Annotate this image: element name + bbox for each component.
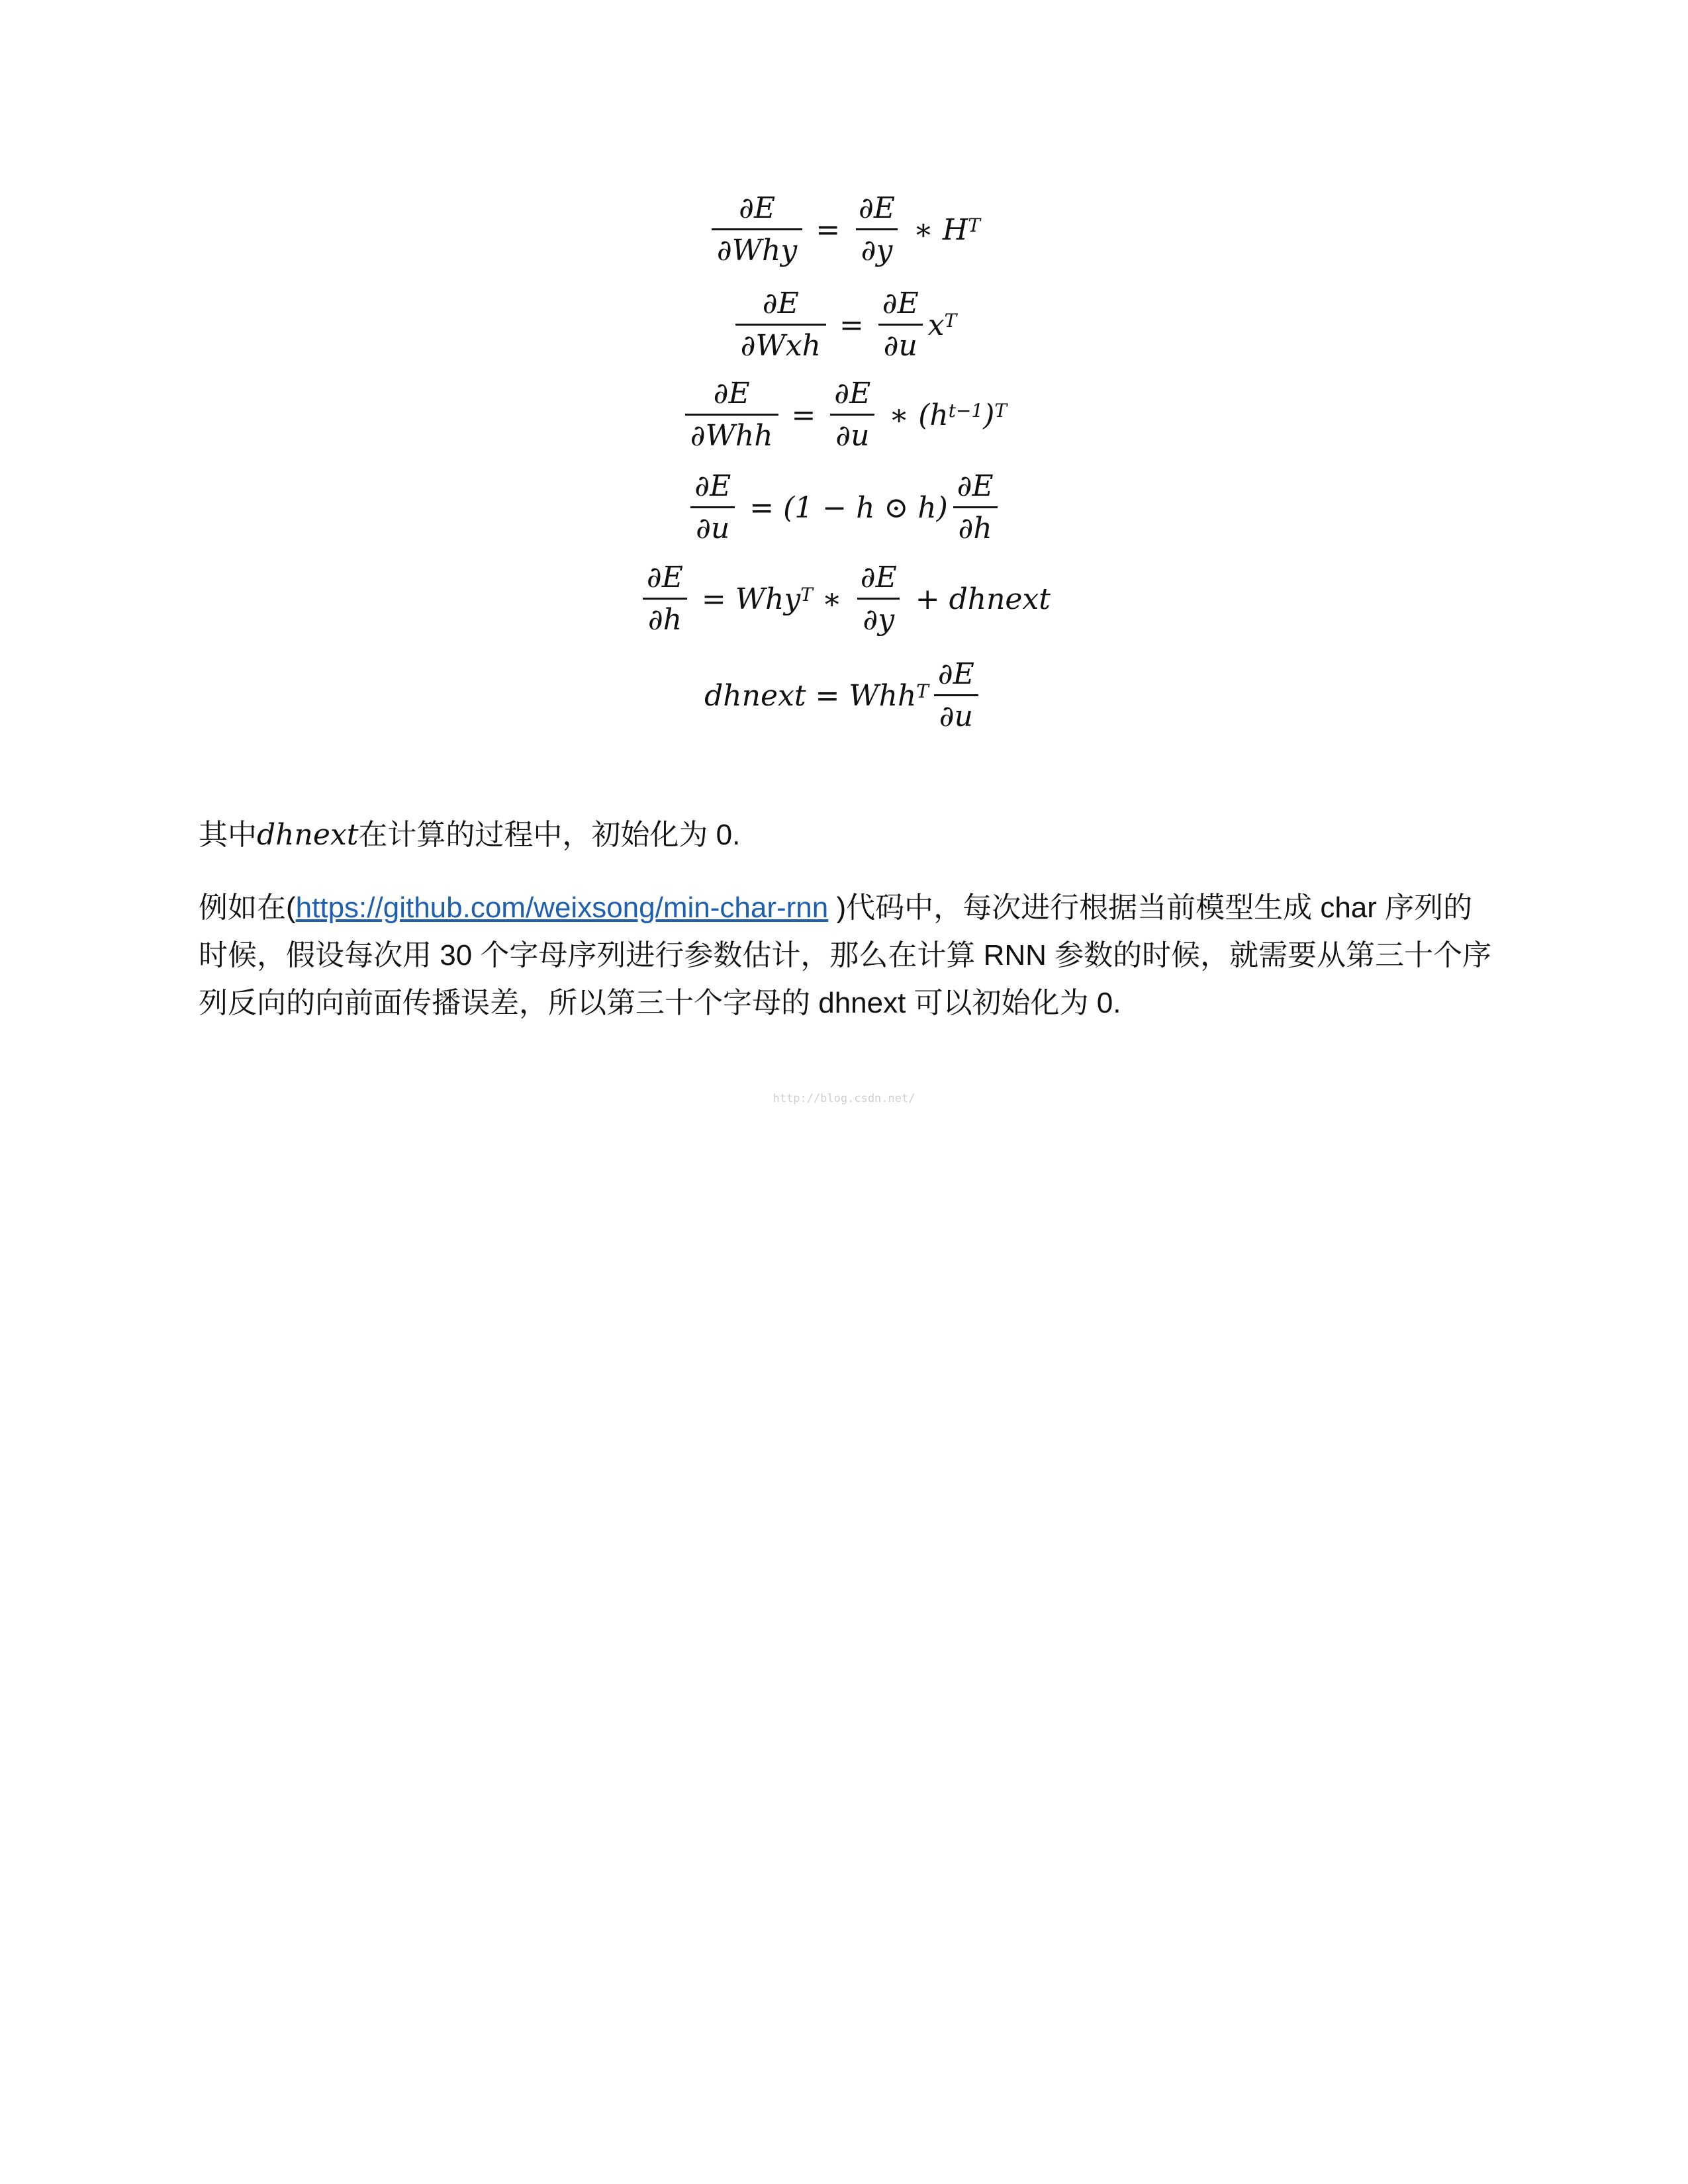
text: 在计算的过程中，初始化为 0. <box>358 819 741 851</box>
term: (h <box>918 398 949 432</box>
term: x <box>927 308 945 342</box>
term: Whh <box>849 678 917 713</box>
denominator: ∂Why <box>712 228 802 268</box>
equation-3: $\frac{\partial E}{\text{∂Whh}}$ = $\frac{\partial E}{\partial u}$ ∗ (h $^{t-1}$ ) $^T$ <box>0 377 1688 453</box>
equation-5: $\frac{\partial E}{\partial h}$ = Why $^T$ ∗ $\frac{\partial E}{\partial y}$ + dhnext <box>0 561 1688 637</box>
paragraph-2 <box>199 884 1496 1027</box>
fraction <box>735 287 826 363</box>
equation-6: dhnext = Whh $^T$ $\frac{\partial E}{\partial u}$ <box>0 658 1688 733</box>
numerator: ∂E <box>739 191 776 225</box>
denominator: ∂y <box>857 598 900 637</box>
denominator: ∂h <box>953 506 998 546</box>
equals-sign: = <box>816 212 841 247</box>
fraction <box>853 192 900 267</box>
plus-sign: + <box>915 582 940 616</box>
numerator: ∂E <box>957 469 994 503</box>
numerator: ∂E <box>713 377 750 410</box>
term: (1 − h ⊙ h) <box>783 490 948 525</box>
denominator: ∂Wxh <box>735 324 826 363</box>
term: Why <box>735 582 801 616</box>
fraction <box>641 561 688 637</box>
denominator: ∂y <box>856 228 898 268</box>
github-link[interactable]: https://github.com/weixsong/min-char-rnn <box>295 891 829 924</box>
numerator: ∂E <box>694 469 731 503</box>
numerator: ∂E <box>859 191 895 225</box>
denominator: ∂u <box>690 506 735 546</box>
term: dhnext <box>949 582 1051 616</box>
text: 例如在( <box>199 891 296 924</box>
denominator: ∂u <box>934 694 978 734</box>
fraction <box>685 377 778 453</box>
multiply-sign: ∗ <box>821 582 842 616</box>
fraction <box>689 470 736 545</box>
term: dhnext <box>704 678 806 713</box>
watermark: http://blog.csdn.net/ <box>773 1092 915 1105</box>
equals-sign: = <box>791 398 816 432</box>
multiply-sign: ∗ <box>913 212 933 247</box>
fraction <box>829 377 876 453</box>
text: 其中 <box>199 819 257 851</box>
inline-math: dhnext <box>257 818 359 852</box>
numerator: ∂E <box>647 561 683 594</box>
fraction <box>712 192 802 267</box>
numerator: ∂E <box>834 377 871 410</box>
paragraph-1 <box>199 811 1496 859</box>
fraction <box>933 658 980 733</box>
numerator: ∂E <box>762 287 799 320</box>
equals-sign: = <box>701 582 726 616</box>
denominator: ∂h <box>643 598 687 637</box>
equals-sign: = <box>815 678 840 713</box>
numerator: ∂E <box>937 657 974 691</box>
denominator: ∂u <box>830 414 874 453</box>
equation-2: $\frac{\partial E}{\text{∂Wxh}}$ = $\frac{\partial E}{\partial u}$ x $^T$ <box>0 287 1688 363</box>
multiply-sign: ∗ <box>889 398 910 432</box>
numerator: ∂E <box>860 561 897 594</box>
fraction <box>855 561 902 637</box>
equation-4 <box>0 470 1688 545</box>
numerator: ∂E <box>882 287 919 320</box>
text: )代码中，每次进行根据当前模型生成 char 序列的时候，假设每次用 30 个字母序列进行参数估计，那么在计算 RNN 参数的时候，就需要从第三十个序列反向的向前面传播误差，所以第三十个字母的 dhnext 可以初始化为 0. <box>199 891 1492 1019</box>
equals-sign: = <box>749 490 774 525</box>
fraction <box>952 470 999 545</box>
equation-1: $\frac{\partial E}{\text{∂Why}}$ = $\frac{\partial E}{\partial y}$ ∗ H $^T$ <box>0 192 1688 267</box>
fraction <box>877 287 924 363</box>
equals-sign: = <box>839 308 864 342</box>
denominator: ∂u <box>878 324 923 363</box>
denominator: ∂Whh <box>685 414 778 453</box>
term: H <box>942 212 968 247</box>
closing-paren: ) <box>983 398 995 432</box>
